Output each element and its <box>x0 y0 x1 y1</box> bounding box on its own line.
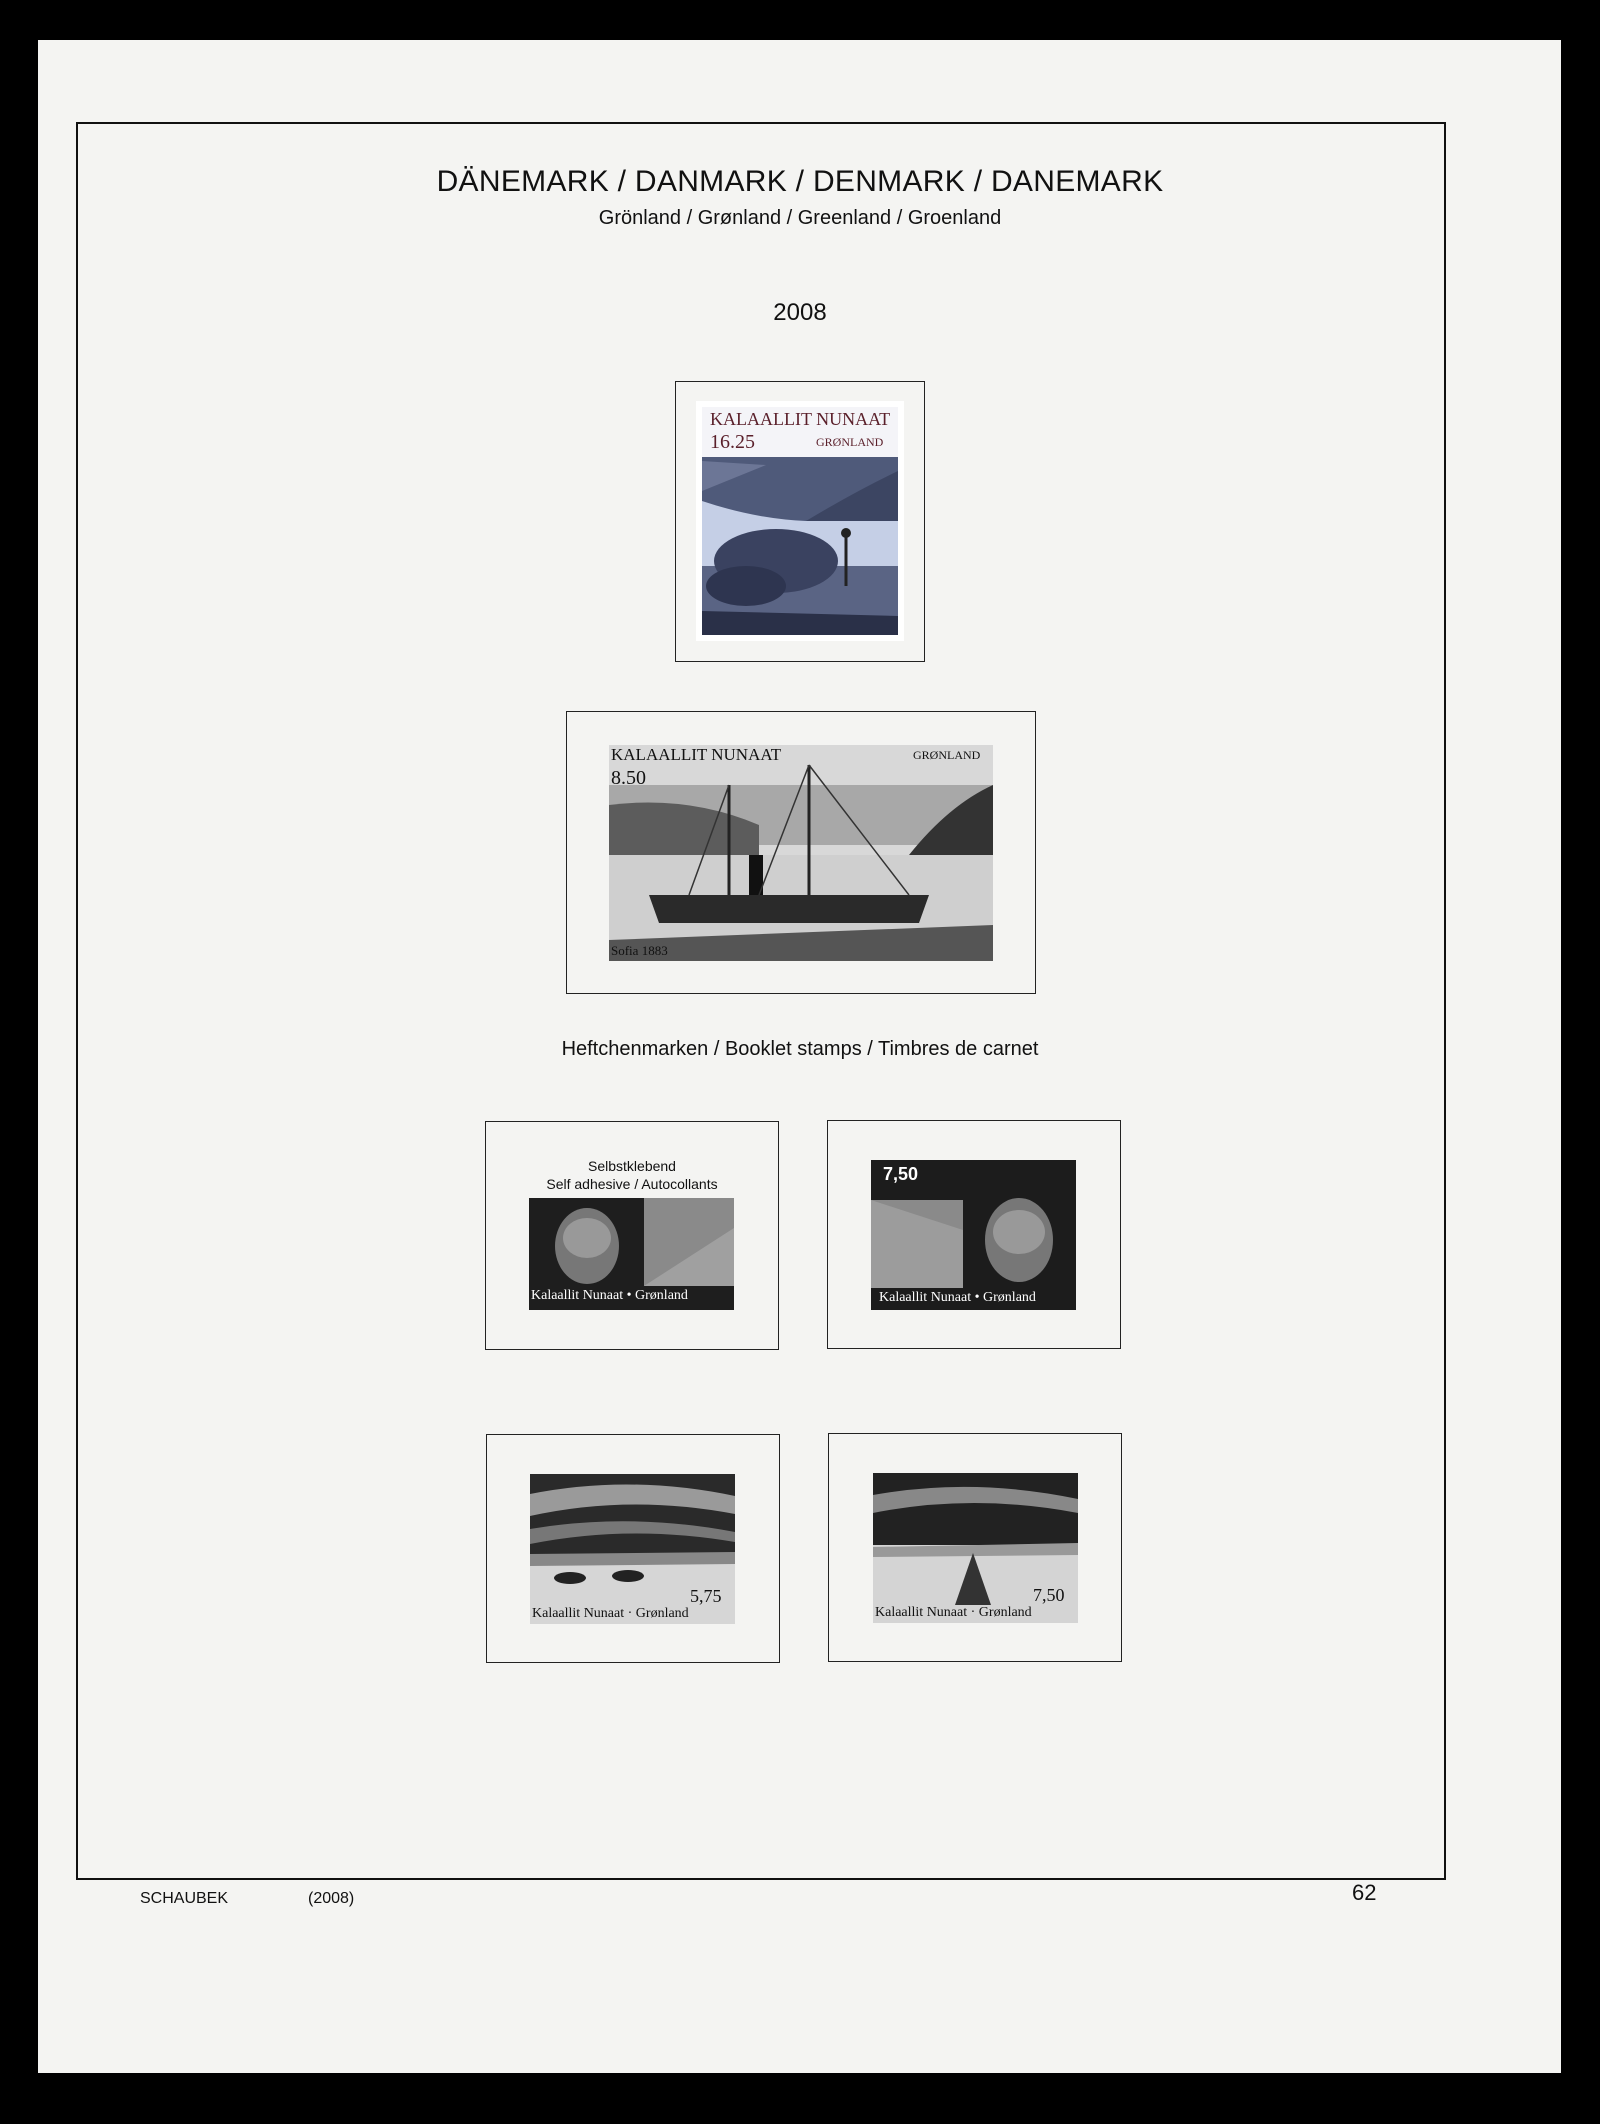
booklet1-label: Kalaallit Nunaat • Grønland <box>531 1288 688 1303</box>
booklet2-value: 7,50 <box>883 1164 919 1184</box>
booklet2-label: Kalaallit Nunaat • Grønland <box>879 1290 1036 1305</box>
stamp1-value: 16.25 <box>710 431 755 453</box>
booklet-mount-3 <box>486 1434 780 1663</box>
booklet-stamp-reindeer <box>530 1474 735 1624</box>
stamp1-country: KALAALLIT NUNAAT <box>710 409 891 429</box>
self-adhesive-note-2: Self adhesive / Autocollants <box>546 1176 718 1192</box>
year-heading: 2008 <box>773 299 827 326</box>
booklet-stamp-portrait-2 <box>871 1160 1076 1310</box>
booklet-stamp-christmas <box>873 1473 1078 1623</box>
footer-publisher: SCHAUBEK <box>140 1890 229 1907</box>
stamp2-caption: Sofia 1883 <box>611 943 668 958</box>
booklet3-label: Kalaallit Nunaat · Grønland <box>532 1606 689 1621</box>
booklet-mount-2 <box>827 1120 1121 1349</box>
self-adhesive-note-1: Selbstklebend <box>588 1158 676 1174</box>
booklet-stamp-portrait-1 <box>529 1198 734 1310</box>
booklet-mount-4 <box>828 1433 1122 1662</box>
booklet4-value: 7,50 <box>1033 1585 1065 1605</box>
stamp-mount-2 <box>566 711 1036 994</box>
footer-edition: (2008) <box>308 1890 355 1907</box>
stamp1-region: GRØNLAND <box>816 435 884 449</box>
page-title: DÄNEMARK / DANMARK / DENMARK / DANEMARK <box>436 165 1164 198</box>
stamp2-region: GRØNLAND <box>913 748 981 762</box>
stamp-ship <box>609 745 993 961</box>
booklet-mount-1 <box>485 1121 779 1350</box>
booklet-heading: Heftchenmarken / Booklet stamps / Timbres de carnet <box>561 1038 1039 1060</box>
stamp-fjord <box>696 401 904 641</box>
booklet4-label: Kalaallit Nunaat · Grønland <box>875 1605 1032 1620</box>
stamp-mount-1 <box>675 381 925 662</box>
stamp2-value: 8.50 <box>611 767 646 789</box>
stamp2-country: KALAALLIT NUNAAT <box>611 745 782 764</box>
booklet3-value: 5,75 <box>690 1586 722 1606</box>
page-subtitle: Grönland / Grønland / Greenland / Groenland <box>598 207 1002 229</box>
page-number: 62 <box>1352 1880 1377 1905</box>
